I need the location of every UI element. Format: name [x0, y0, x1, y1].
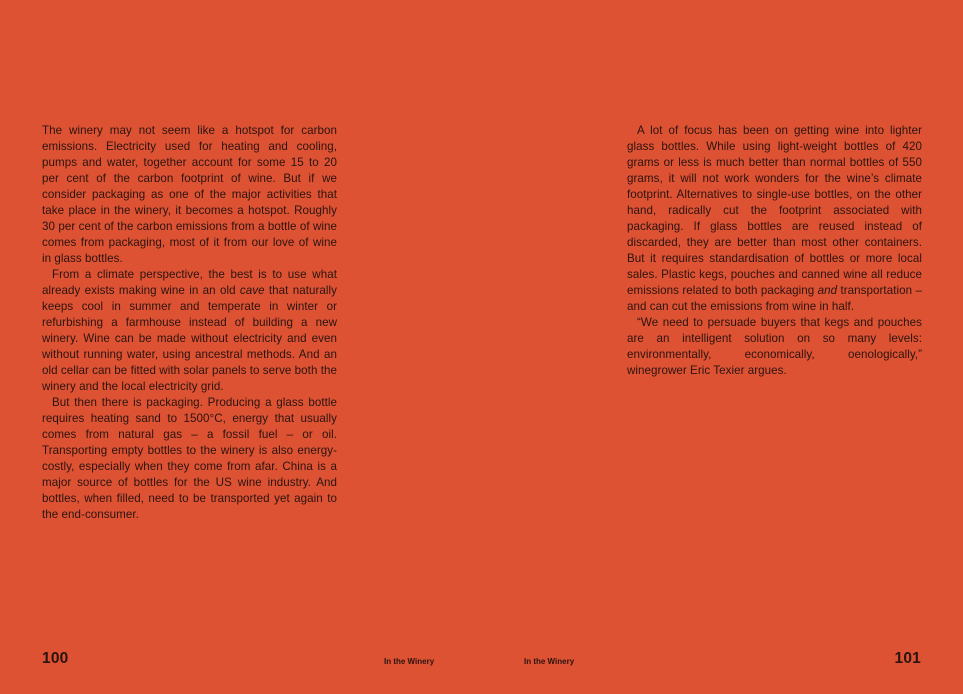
right-page: [482, 0, 963, 694]
paragraph-text: The winery may not seem like a hotspot for carbon emissions. Electricity used for heating and cooling, pumps and water, together account for some 15 to 20 per cent of the carbon footprint of wine. But if we consider packaging as one of the major activities that take place in the winery, it becomes a hotspot. Roughly 30 per cent of the carbon emissions from a bottle of wine comes from packaging, most of it from our love of wine in glass bottles.: [42, 124, 337, 265]
paragraph: [627, 315, 922, 379]
left-page: [0, 0, 481, 694]
paragraph: [42, 123, 337, 267]
right-body-text: [627, 123, 922, 379]
italic-term: cave: [239, 284, 265, 297]
paragraph-text: that naturally keeps cool in summer and temperate in winter or refurbishing a farmhouse instead of building a new winery. Wine can be made without electricity and even without running water, using ancestral methods. And an old cellar can be fitted with solar panels to serve both the winery and the local electricity grid.: [42, 284, 337, 393]
paragraph: [42, 395, 337, 523]
paragraph: [627, 123, 922, 315]
running-head: In the Winery: [524, 657, 575, 666]
running-head: In the Winery: [384, 657, 435, 666]
paragraph-text: “We need to persuade buyers that kegs and pouches are an intelligent solution on so many levels: environmentally, economically, oenologically,” winegrower Eric Texier argues.: [627, 316, 922, 377]
paragraph-text: transportation – and can cut the emissions from wine in half.: [627, 284, 922, 313]
paragraph-text: A lot of focus has been on getting wine into lighter glass bottles. While using light-weight bottles of 420 grams or less is much better than normal bottles of 550 grams, it will not work wonders for the wine’s climate footprint. Alternatives to single-use bottles, on the other hand, radically cut the footprint associated with packaging. If glass bottles are reused instead of discarded, they are better than most other containers. But it requires standardisation of bottles or more local sales. Plastic kegs, pouches and canned wine all reduce emissions related to both packaging: [627, 124, 922, 297]
paragraph: [42, 267, 337, 395]
italic-term: and: [817, 284, 838, 297]
paragraph-text: From a climate perspective, the best is to use what already exists making wine in an old: [42, 268, 337, 297]
left-body-text: [42, 123, 337, 523]
page-number: 101: [894, 650, 921, 667]
page-number: 100: [42, 650, 69, 667]
paragraph-text: But then there is packaging. Producing a glass bottle requires heating sand to 1500°C, energy that usually comes from natural gas – a fossil fuel – or oil. Transporting empty bottles to the winery is also energy-costly, especially when they come from afar. China is a major source of bottles for the US wine industry. And bottles, when filled, need to be transported yet again to the end-consumer.: [42, 396, 337, 521]
